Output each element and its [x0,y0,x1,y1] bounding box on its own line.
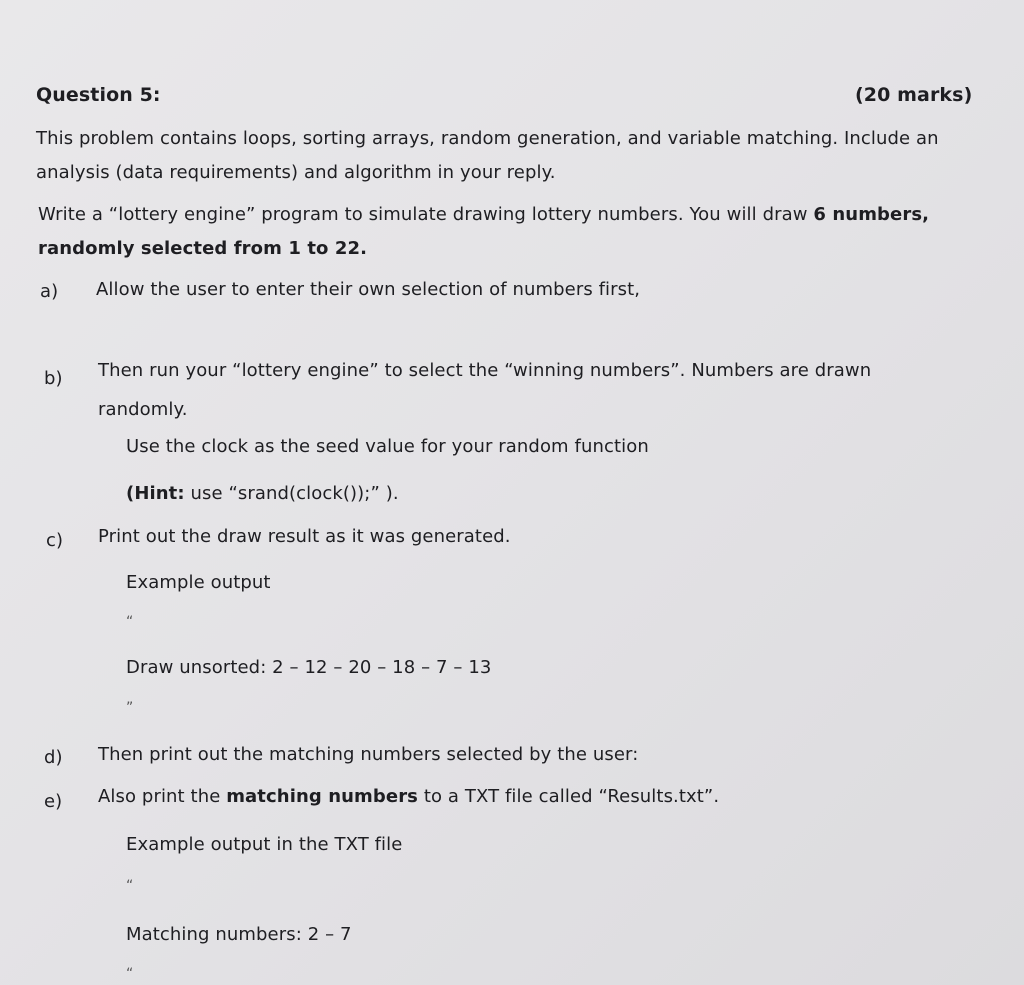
item-e-label: e) [44,791,63,812]
item-e-output: Matching numbers: 2 – 7 [126,924,352,945]
item-a-text: Allow the user to enter their own selection of numbers first, [96,279,641,300]
item-b-sub-1: Use the clock as the seed value for your random function [126,436,649,457]
item-e-quote-close: “ [126,966,134,982]
item-e-text-bold: matching numbers [226,786,418,807]
item-b-hint-bold: (Hint: [126,483,185,504]
item-b-text-1: Then run your “lottery engine” to select the “winning numbers”. Numbers are drawn [98,360,872,381]
intro-line-1: This problem contains loops, sorting arrays, random generation, and variable matching. Include an [36,128,939,149]
item-e-text-pre: Also print the [98,786,227,807]
item-c-example: Example output [126,572,271,593]
task-line-1-bold: 6 numbers, [813,204,930,225]
item-e-text-post: to a TXT file called “Results.txt”. [418,786,720,807]
item-a-label: a) [40,281,59,302]
item-c-quote-open: “ [126,614,134,630]
item-c-output: Draw unsorted: 2 – 12 – 20 – 18 – 7 – 13 [126,657,492,678]
item-e-text [98,786,719,807]
intro-line-2: analysis (data requirements) and algorithm in your reply. [36,162,556,183]
item-b-text-2: randomly. [98,399,188,420]
task-line-2: randomly selected from 1 to 22. [38,238,368,259]
item-e-example: Example output in the TXT file [126,834,403,855]
item-c-quote-close: ” [126,700,134,716]
item-e-quote-open: “ [126,878,134,894]
item-d-label: d) [44,747,63,768]
item-b-hint-text: use “srand(clock());” ). [184,483,399,504]
question-title: Question 5: [36,84,161,106]
item-d-text: Then print out the matching numbers selected by the user: [98,744,639,765]
question-marks: (20 marks) [855,84,973,106]
task-line-1 [38,204,929,225]
item-c-label: c) [46,530,64,551]
item-b-hint [126,483,399,504]
task-line-1-text: Write a “lottery engine” program to simulate drawing lottery numbers. You will draw [38,204,814,225]
item-b-label: b) [44,368,63,389]
item-c-text: Print out the draw result as it was generated. [98,526,511,547]
